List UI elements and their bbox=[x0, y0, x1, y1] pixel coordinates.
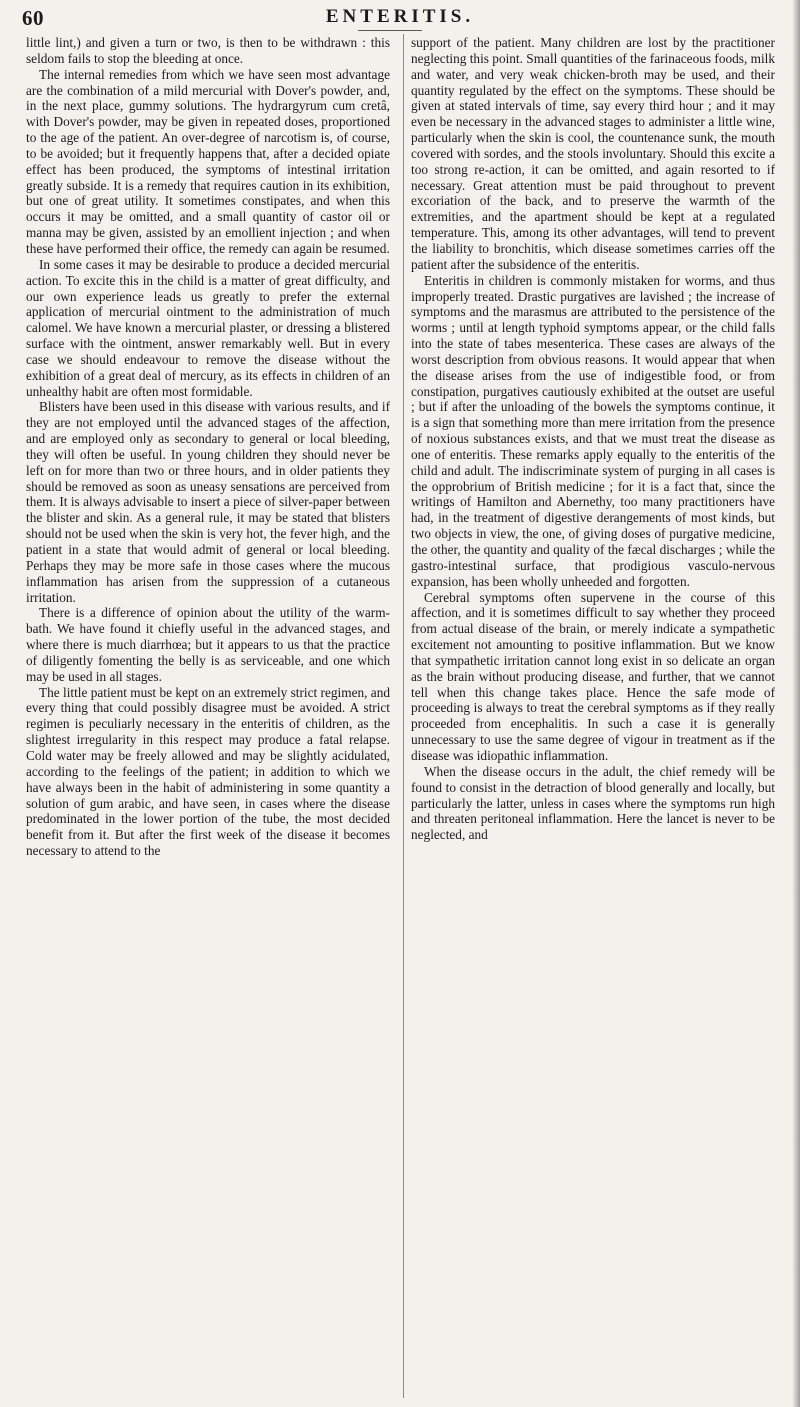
column-divider bbox=[403, 34, 404, 1398]
page-edge-shadow bbox=[792, 0, 800, 1407]
paragraph: In some cases it may be desirable to produce a decided mercurial action. To excite this in the child is a matter of great difficulty, and our own experience leads us greatly to prefer the external application of mercurial ointment to the administration of much calomel. We have known a mercurial plaster, or dressing a blistered surface with the ointment, answer remarkably well. But in every case we should endeavour to remove the disease without the exhibition of a great deal of mercury, as its effects in children of an unhealthy habit are often most formidable. bbox=[26, 256, 390, 399]
paragraph: Blisters have been used in this disease with various results, and if they are not employed until the advanced stages of the affection, and are employed only as secondary to general or local bleeding, they will often be useful. In young children they should never be left on for more than two or three hours, and in older patients they should be removed as soon as uneasy sensations are perceived from them. It is always advisable to insert a piece of silver-paper between the blister and skin. As a general rule, it may be stated that blisters should not be used when the skin is very hot, the fever high, and the patient in a state that would admit of general or local bleeding. Perhaps they may be more safe in those cases where the mucous inflammation has arisen from the suppression of a cutaneous irritation. bbox=[26, 399, 390, 605]
paragraph: The internal remedies from which we have seen most advantage are the combination of a mild mercurial with Dover's powder, and, in the next place, gummy solutions. The hydrargyrum cum cretâ, with Dover's powder, may be given in repeated doses, proportioned to the age of the patient. An over-degree of narcotism is, of course, to be avoided; but it frequently happens that, after a decided opiate effect has been produced, the symptoms of intestinal irritation greatly subside. It is a remedy that requires caution in its exhibition, but one of great utility. It sometimes constipates, and when this occurs it may be omitted, and a small quantity of castor oil or manna may be given, assisted by an emollient injection ; and when these have performed their office, the remedy can again be resumed. bbox=[26, 66, 390, 256]
paragraph: Cerebral symptoms often supervene in the course of this affection, and it is sometimes difficult to say whether they proceed from actual disease of the brain, or merely indicate a sympathetic excitement not amounting to positive inflammation. But we know that sympathetic irritation cannot long exist in so delicate an organ as the brain without producing disease, and further, that we cannot tell when this change takes place. Hence the safe mode of proceeding is always to treat the cerebral symptoms as if they really proceeded from encephalitis. In such a case it is generally unnecessary to use the same degree of vigour in treatment as if the disease was idiopathic inflammation. bbox=[411, 589, 775, 763]
header-rule bbox=[358, 30, 422, 31]
paragraph: support of the patient. Many children are lost by the practitioner neglecting this point. Small quantities of the farinaceous foods, milk and water, and very weak chicken-broth may be used, and their quantity regulated by the effect on the symptoms. These should be given at stated intervals of time, say every third hour ; and it may even be necessary in the advanced stages to administer a little wine, particularly when the skin is cool, the countenance sunk, the mouth covered with sordes, and the stools involuntary. Should this excite a too strong re-action, it can be omitted, and again resorted to if necessary. Great attention must be paid throughout to prevent excoriation of the back, and to preserve the warmth of the extremities, and the apartment should be kept at a regulated temperature. This, among its other advantages, will tend to prevent the liability to bronchitis, which disease sometimes carries off the patient after the subsidence of the enteritis. bbox=[411, 35, 775, 272]
paragraph: little lint,) and given a turn or two, is then to be withdrawn : this seldom fails to stop the bleeding at once. bbox=[26, 35, 390, 66]
paragraph: The little patient must be kept on an extremely strict regimen, and every thing that could possibly disagree must be avoided. A strict regimen is peculiarly necessary in the enteritis of children, as the slightest irregularity in this respect may produce a fatal relapse. Cold water may be freely allowed and may be slightly acidulated, according to the feelings of the patient; in addition to which we have always been in the habit of administering in some quantity a solution of gum arabic, and have seen, in cases where the disease predominated in the lower portion of the tube, the most decided benefit from it. But after the first week of the disease it becomes necessary to attend to the bbox=[26, 684, 390, 859]
paragraph: When the disease occurs in the adult, the chief remedy will be found to consist in the detraction of blood generally and locally, but particularly the latter, unless in cases where the symptoms run high and threaten peritoneal inflammation. Here the lancet is never to be neglected, and bbox=[411, 763, 775, 843]
paragraph: Enteritis in children is commonly mistaken for worms, and thus improperly treated. Drastic purgatives are lavished ; the increase of symptoms and the marasmus are attributed to the persistence of the worms ; until at length typhoid symptoms appear, or the child falls into the state of tabes mesenterica. These cases are always of the worst description from obvious reasons. It would appear that when the disease arises from the use of indigestible food, or from constipation, purgatives cautiously exhibited at the outset are useful ; but if after the unloading of the bowels the symptoms continue, it is a sign that something more than mere irritation from the presence of noxious substances exists, and that we must treat the disease as one of enteritis. These remarks apply equally to the enteritis of the child and adult. The indiscriminate system of purging in all cases is the opprobrium of British medicine ; for it is a fact that, since the writings of Hamilton and Abernethy, too many practitioners have had, in the treatment of digestive derangements of most kinds, but two objects in view, the one, of giving doses of purgative medicine, the other, the quantity and quality of the fæcal discharges ; while the gastro-intestinal surface, that prodigious vasculo-nervous expansion, has been wholly unheeded and forgotten. bbox=[411, 272, 775, 589]
right-column bbox=[411, 35, 775, 1397]
paragraph: There is a difference of opinion about the utility of the warm-bath. We have found it chiefly useful in the advanced stages, and where there is much diarrhœa; but it appears to us that the practice of diligently fomenting the belly is as serviceable, and one which may be used in all stages. bbox=[26, 605, 390, 684]
running-title: ENTERITIS. bbox=[325, 6, 475, 27]
page-number: 60 bbox=[22, 6, 44, 30]
left-column bbox=[26, 35, 390, 1397]
